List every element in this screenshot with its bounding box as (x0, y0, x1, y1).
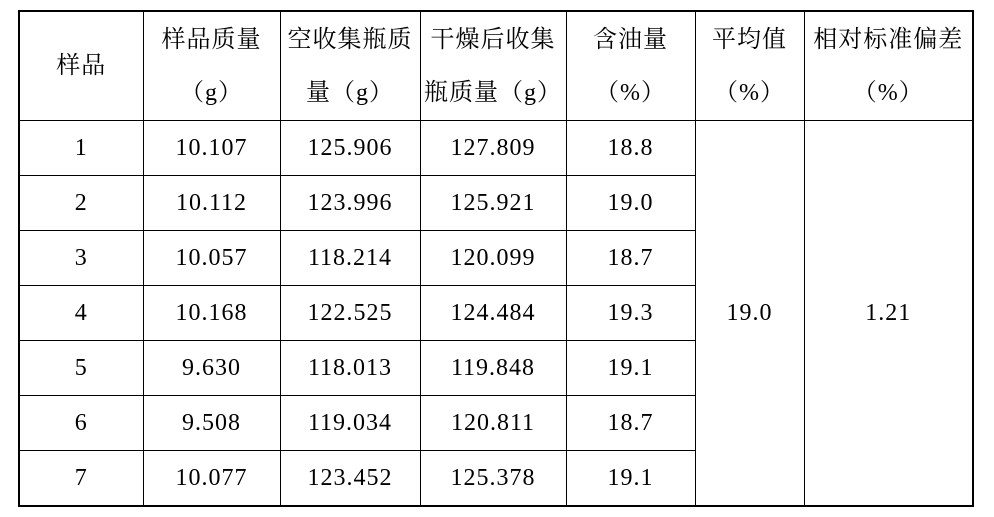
header-dried-bottle-mass (420, 11, 566, 121)
header-dried-bottle-mass-text (421, 12, 566, 120)
cell-empty-bottle-mass: 125.906 (280, 121, 420, 176)
cell-dried-bottle-mass: 120.099 (420, 231, 566, 286)
cell-sample-mass: 10.077 (143, 451, 280, 507)
header-sample-mass-line2: （g） (180, 79, 243, 106)
cell-empty-bottle-mass: 123.996 (280, 176, 420, 231)
header-average-text (696, 12, 804, 120)
header-rsd-line2: （%） (852, 79, 924, 106)
cell-empty-bottle-mass: 123.452 (280, 451, 420, 507)
oil-content-analysis-table (18, 10, 974, 507)
cell-oil-content: 19.3 (566, 286, 695, 341)
cell-dried-bottle-mass: 119.848 (420, 341, 566, 396)
cell-dried-bottle-mass: 120.811 (420, 396, 566, 451)
cell-dried-bottle-mass: 124.484 (420, 286, 566, 341)
header-empty-bottle-mass-line2: 量（g） (306, 79, 394, 106)
table-row (19, 121, 973, 176)
cell-sample-mass: 10.057 (143, 231, 280, 286)
header-empty-bottle-mass-text (281, 12, 420, 120)
cell-sample-mass: 10.107 (143, 121, 280, 176)
cell-oil-content: 18.7 (566, 396, 695, 451)
cell-oil-content: 19.0 (566, 176, 695, 231)
header-oil-content-line1: 含油量 (593, 26, 668, 53)
header-sample-text (20, 12, 143, 120)
header-dried-bottle-mass-line2: 瓶质量（g） (424, 79, 562, 106)
table-header-row (19, 11, 973, 121)
cell-oil-content: 19.1 (566, 341, 695, 396)
header-oil-content (566, 11, 695, 121)
header-oil-content-line2: （%） (595, 79, 666, 106)
header-average-line1: 平均值 (712, 26, 787, 53)
cell-sample-mass: 9.630 (143, 341, 280, 396)
header-dried-bottle-mass-line1: 干燥后收集 (430, 26, 556, 53)
header-sample-mass (143, 11, 280, 121)
cell-empty-bottle-mass: 119.034 (280, 396, 420, 451)
header-sample-mass-text (144, 12, 280, 120)
header-average-line2: （%） (714, 79, 785, 106)
header-sample-line1: 样品 (56, 53, 107, 79)
cell-empty-bottle-mass: 122.525 (280, 286, 420, 341)
cell-sample: 6 (19, 396, 143, 451)
header-average (695, 11, 804, 121)
header-sample (19, 11, 143, 121)
oil-content-analysis-table-container (18, 10, 974, 507)
cell-sample: 2 (19, 176, 143, 231)
header-empty-bottle-mass (280, 11, 420, 121)
cell-sample: 4 (19, 286, 143, 341)
header-sample-mass-line1: 样品质量 (161, 26, 262, 53)
cell-sample: 1 (19, 121, 143, 176)
cell-dried-bottle-mass: 127.809 (420, 121, 566, 176)
header-rsd (804, 11, 973, 121)
cell-average-value: 19.0 (695, 121, 804, 507)
cell-dried-bottle-mass: 125.921 (420, 176, 566, 231)
header-rsd-line1: 相对标准偏差 (813, 26, 964, 53)
cell-sample-mass: 9.508 (143, 396, 280, 451)
cell-sample: 5 (19, 341, 143, 396)
cell-dried-bottle-mass: 125.378 (420, 451, 566, 507)
cell-sample: 3 (19, 231, 143, 286)
header-rsd-text (805, 12, 973, 120)
header-oil-content-text (567, 12, 695, 120)
cell-oil-content: 18.8 (566, 121, 695, 176)
cell-empty-bottle-mass: 118.013 (280, 341, 420, 396)
cell-sample-mass: 10.112 (143, 176, 280, 231)
cell-oil-content: 18.7 (566, 231, 695, 286)
cell-rsd-value: 1.21 (804, 121, 973, 507)
cell-oil-content: 19.1 (566, 451, 695, 507)
header-empty-bottle-mass-line1: 空收集瓶质 (287, 26, 413, 53)
cell-sample: 7 (19, 451, 143, 507)
cell-sample-mass: 10.168 (143, 286, 280, 341)
cell-empty-bottle-mass: 118.214 (280, 231, 420, 286)
